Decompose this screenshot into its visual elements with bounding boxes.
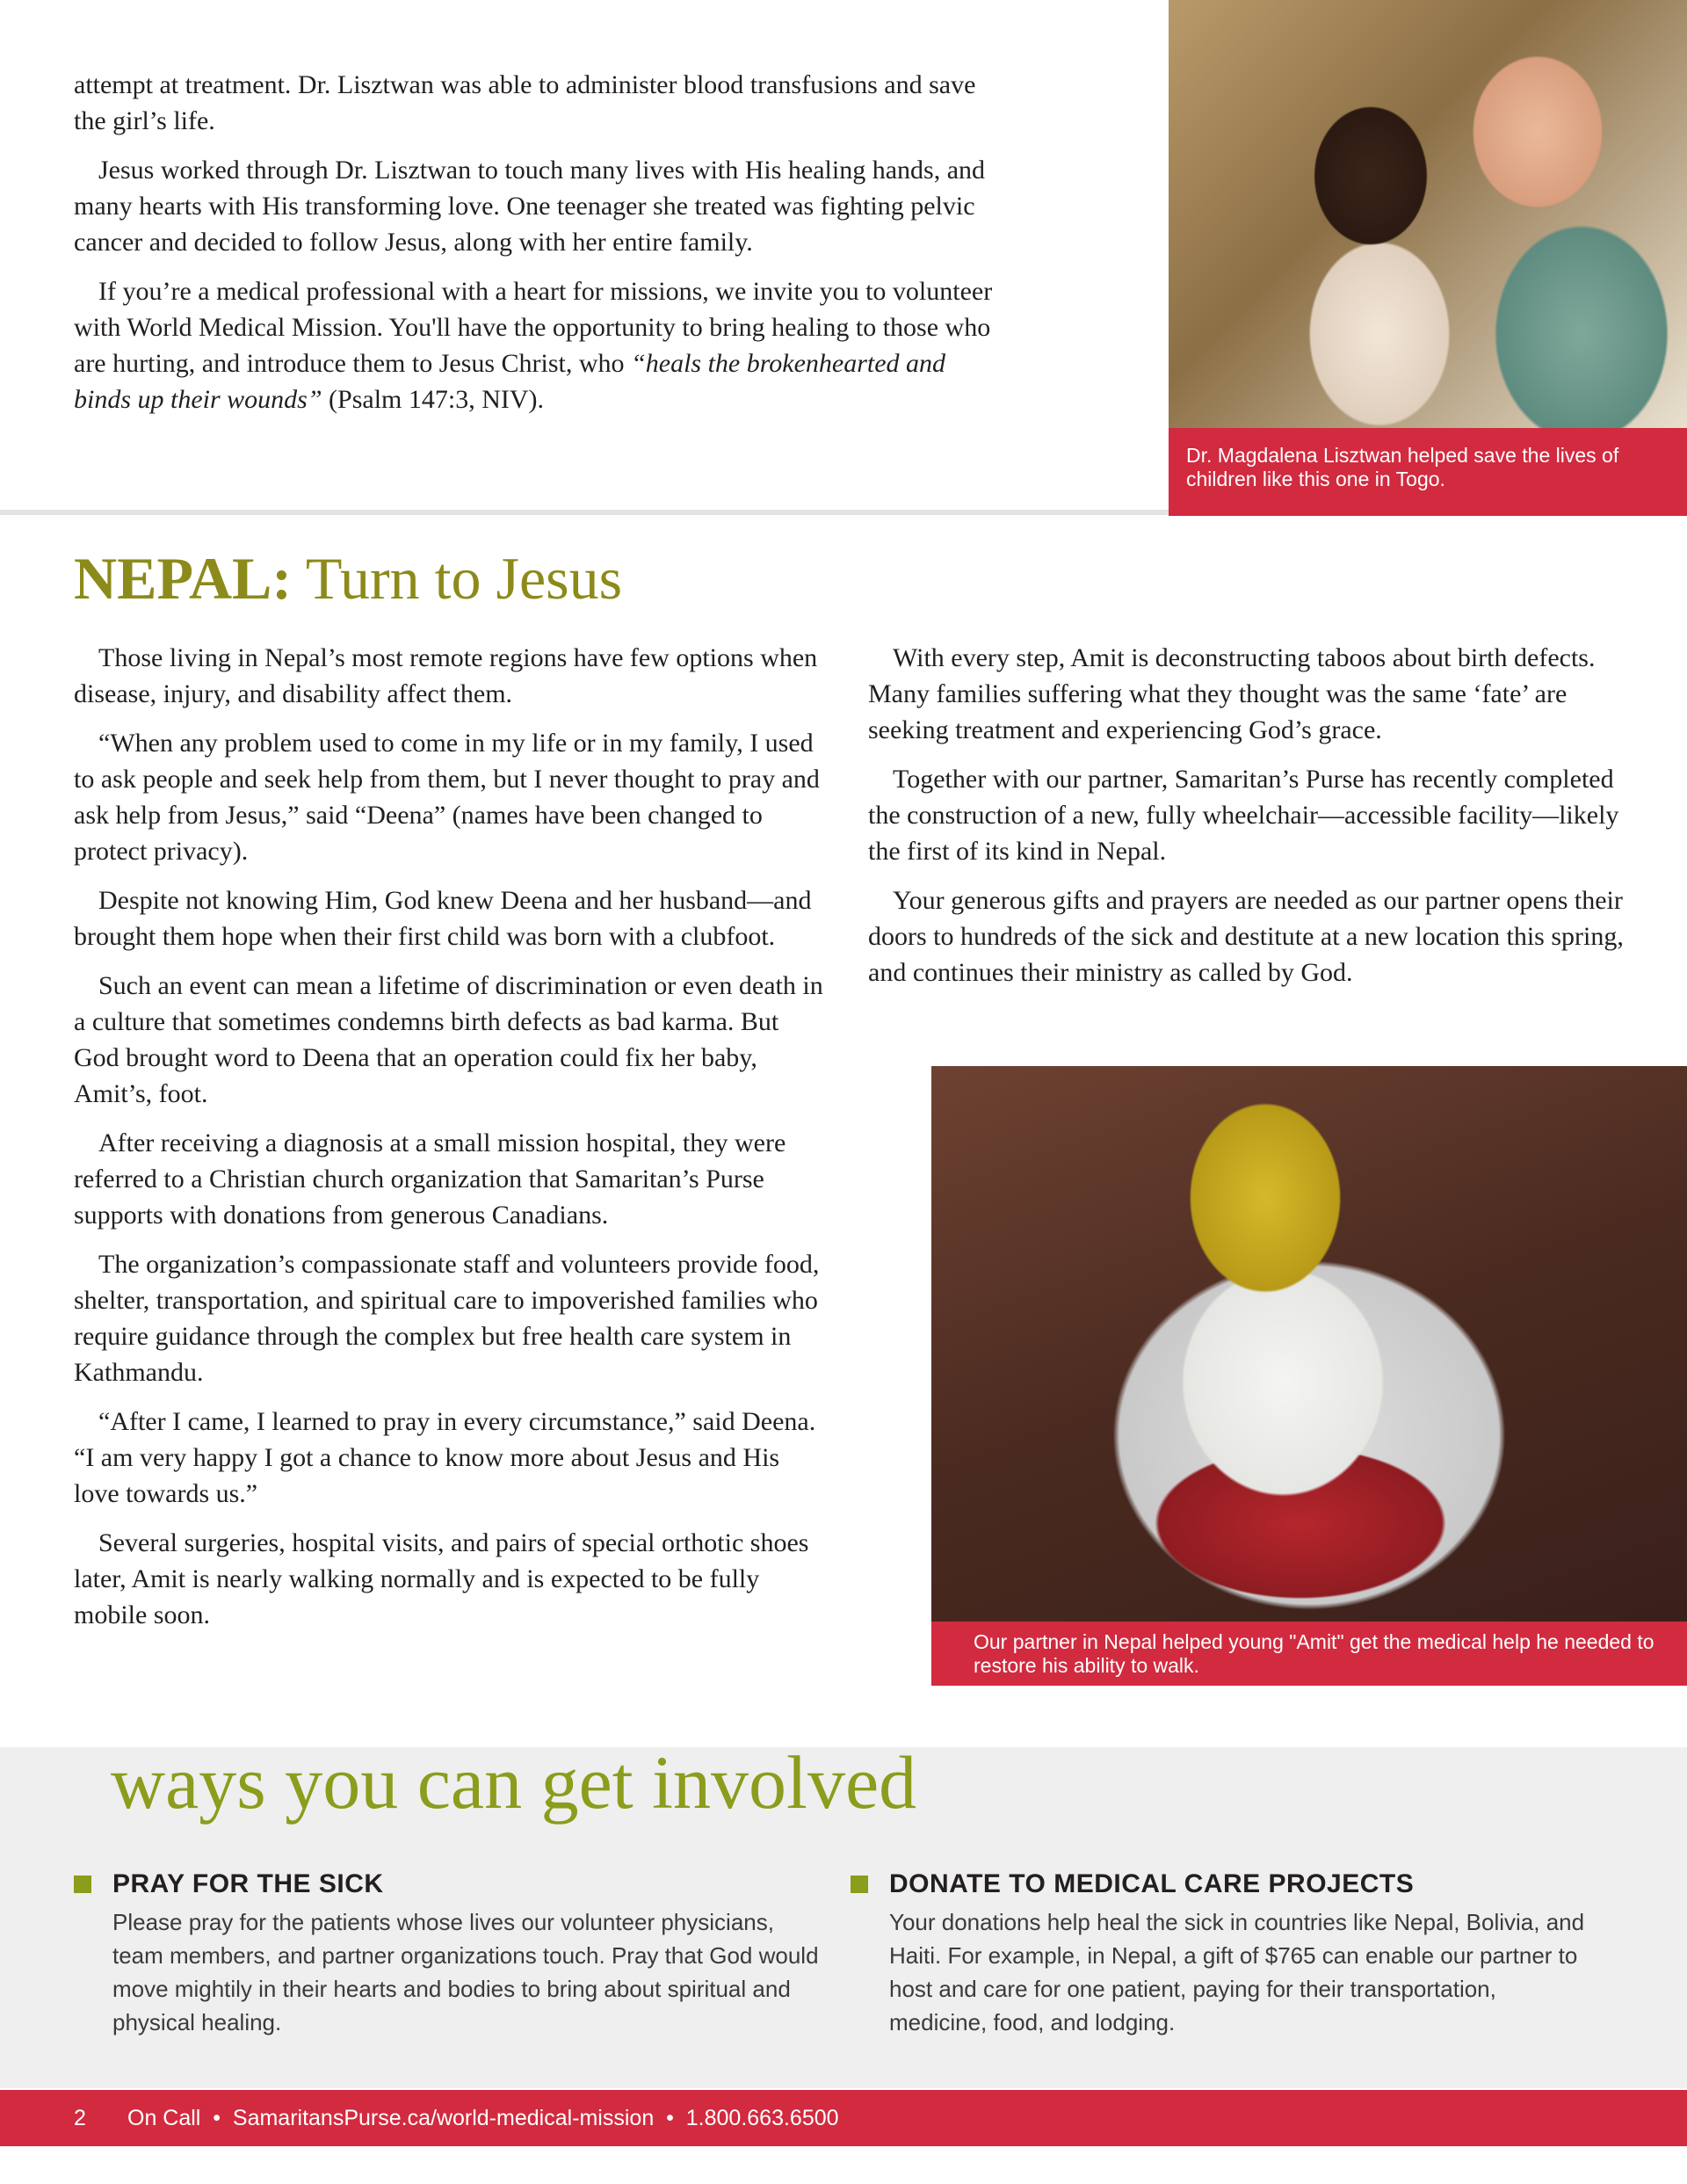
intro-p3-start: If you’re a medical professional with a heart for missions, we invite you to volunteer with World Medical Mission. You'll have the opportunity to bring healing to those who are hurting, and introduce them to Jesus Christ, who — [74, 277, 993, 378]
intro-text — [74, 67, 1005, 431]
nepal-paragraph: Your generous gifts and prayers are needed as our partner opens their doors to hundreds of the sick and destitute at a new location this spring, and continues their ministry as called by God. — [868, 886, 1624, 987]
intro-paragraph-3 — [74, 273, 1005, 417]
nepal-paragraph: Together with our partner, Samaritan’s Purse has recently completed the construction of a new, fully wheelchair—accessible facility—likely the first of its kind in Nepal. — [868, 765, 1619, 866]
intro-p3-end: (Psalm 147:3, NIV). — [322, 385, 545, 414]
donate-item — [851, 1868, 1597, 2039]
nepal-paragraph: With every step, Amit is deconstructing taboos about birth defects. Many families suffering what they thought was the same ‘fate’ are seeking treatment and experiencing God’s grace. — [868, 643, 1596, 744]
ways-title: ways you can get involved — [111, 1740, 917, 1825]
pray-title: PRAY FOR THE SICK — [112, 1869, 384, 1898]
intro-paragraph-2: Jesus worked through Dr. Lisztwan to touch many lives with His healing hands, and many hearts with His transforming love. One teenager she treated was fighting pelvic cancer and decided to follow Jesus, along with her entire family. — [74, 156, 986, 257]
amit-photo-caption: Our partner in Nepal helped young "Amit" get the medical help he needed to restore his ability to walk. — [931, 1622, 1687, 1686]
nepal-right-column — [868, 640, 1624, 1004]
nepal-heading-bold: NEPAL: — [74, 545, 293, 612]
pray-item — [74, 1868, 821, 2039]
nepal-paragraph: “After I came, I learned to pray in every circumstance,” said Deena. “I am very happy I got a chance to know more about Jesus and His love towards us.” — [74, 1407, 816, 1508]
nepal-left-column — [74, 640, 829, 1646]
nepal-paragraph: “When any problem used to come in my life or in my family, I used to ask people and seek help from them, but I never thought to pray and ask help from Jesus,” said “Deena” (names have been changed to protect privacy). — [74, 729, 820, 866]
togo-doctor-photo — [1169, 0, 1687, 428]
footer-bar — [0, 2090, 1687, 2146]
nepal-heading-rest: Turn to Jesus — [292, 545, 623, 612]
section-divider — [0, 510, 1169, 515]
nepal-paragraph: Such an event can mean a lifetime of discrimination or even death in a culture that sometimes condemns birth defects as bad karma. But God brought word to Deena that an operation could fix her baby, Amit’s, foot. — [74, 971, 823, 1108]
page-number: 2 — [74, 2106, 86, 2130]
nepal-paragraph: Despite not knowing Him, God knew Deena and her husband—and brought them hope when their first child was born with a clubfoot. — [74, 886, 812, 951]
psalm-quote: “heals the brokenhearted and binds up their wounds” — [74, 349, 946, 414]
amit-photo — [931, 1066, 1687, 1622]
togo-photo-caption: Dr. Magdalena Lisztwan helped save the lives of children like this one in Togo. — [1169, 428, 1687, 516]
pray-text: Please pray for the patients whose lives our volunteer physicians, team members, and partner organizations touch. Pray that God would move mightily in their hearts and bodies to bring about spiritual and physical healing. — [112, 1909, 819, 2035]
square-bullet-icon — [851, 1876, 868, 1893]
nepal-heading — [74, 543, 622, 613]
donate-text: Your donations help heal the sick in countries like Nepal, Bolivia, and Haiti. For example, in Nepal, a gift of $765 can enable our partner to host and care for one patient, paying for their transportation, medicine, food, and lodging. — [889, 1909, 1585, 2035]
nepal-paragraph: Those living in Nepal’s most remote regions have few options when disease, injury, and disability affect them. — [74, 643, 818, 708]
footer-text: On Call • SamaritansPurse.ca/world-medical-mission • 1.800.663.6500 — [127, 2106, 839, 2130]
nepal-paragraph: Several surgeries, hospital visits, and pairs of special orthotic shoes later, Amit is nearly walking normally and is expected to be fully mobile soon. — [74, 1528, 809, 1629]
intro-paragraph-1: attempt at treatment. Dr. Lisztwan was able to administer blood transfusions and save the girl’s life. — [74, 70, 976, 135]
nepal-paragraph: The organization’s compassionate staff and volunteers provide food, shelter, transportation, and spiritual care to impoverished families who require guidance through the complex but free health care system in Kathmandu. — [74, 1250, 820, 1387]
donate-title: DONATE TO MEDICAL CARE PROJECTS — [889, 1869, 1415, 1898]
nepal-paragraph: After receiving a diagnosis at a small mission hospital, they were referred to a Christian church organization that Samaritan’s Purse supports with donations from generous Canadians. — [74, 1128, 786, 1230]
square-bullet-icon — [74, 1876, 91, 1893]
